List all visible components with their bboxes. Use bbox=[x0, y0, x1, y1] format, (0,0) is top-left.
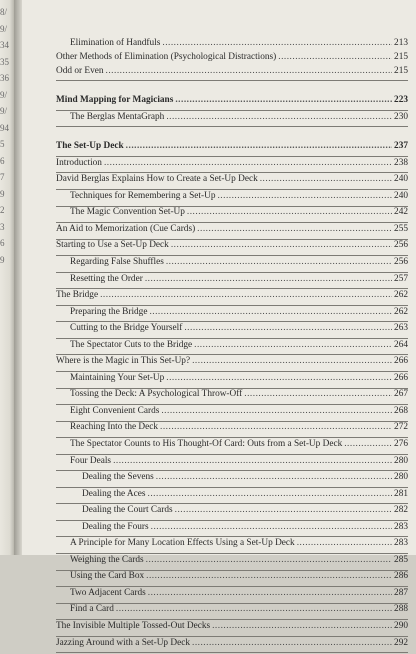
dot-leader bbox=[146, 555, 392, 565]
row-divider bbox=[56, 126, 408, 127]
toc-entry-title: The Magic Convention Set-Up bbox=[70, 207, 185, 218]
toc-entry-title: Where is the Magic in This Set-Up? bbox=[56, 356, 191, 367]
toc-page-number: 237 bbox=[394, 141, 408, 152]
toc-entry bbox=[56, 522, 408, 536]
toc-entry bbox=[56, 158, 408, 172]
toc-entry bbox=[56, 191, 408, 205]
toc-entry-title: Techniques for Remembering a Set-Up bbox=[70, 190, 216, 201]
dot-leader bbox=[192, 638, 392, 648]
row-divider bbox=[56, 305, 408, 306]
facing-page-number: 2 bbox=[0, 205, 5, 215]
facing-page-number: 8/ bbox=[0, 7, 8, 17]
dot-leader bbox=[161, 406, 392, 416]
toc-entry bbox=[56, 538, 408, 552]
toc-entry bbox=[56, 323, 408, 337]
facing-page-number: 34 bbox=[0, 40, 9, 50]
toc-entry-title: Regarding False Shuffles bbox=[70, 256, 164, 267]
row-divider bbox=[56, 487, 408, 488]
row-divider bbox=[56, 553, 408, 554]
toc-page-number: 263 bbox=[394, 323, 408, 334]
toc-page-number: 238 bbox=[394, 157, 408, 168]
toc-entry bbox=[56, 604, 408, 618]
toc-entry-title: Elimination of Handfuls bbox=[70, 38, 161, 48]
toc-page-number: 242 bbox=[394, 207, 408, 218]
toc-entry-title: Find a Card bbox=[70, 604, 114, 615]
toc-entry-title: Dealing the Sevens bbox=[82, 472, 154, 483]
toc-page-number: 256 bbox=[394, 256, 408, 267]
dot-leader bbox=[344, 439, 392, 449]
toc-entry-title: The Bridge bbox=[56, 290, 99, 301]
facing-page-number: 9 bbox=[0, 254, 5, 265]
contents-page bbox=[22, 0, 416, 648]
table-of-contents bbox=[56, 38, 408, 654]
toc-entry-title: The Spectator Counts to His Thought-Of Card: Outs from a Set-Up Deck bbox=[70, 438, 343, 449]
toc-entry bbox=[56, 439, 408, 453]
toc-page-number: 264 bbox=[394, 339, 408, 350]
toc-entry-title: Eight Convenient Cards bbox=[70, 405, 160, 416]
row-divider bbox=[56, 652, 408, 653]
toc-entry-title: An Aid to Memorization (Cue Cards) bbox=[56, 223, 196, 234]
dot-leader bbox=[187, 207, 392, 217]
toc-page-number: 290 bbox=[394, 621, 408, 631]
row-divider bbox=[56, 503, 408, 504]
toc-entry bbox=[56, 389, 408, 403]
toc-entry bbox=[56, 257, 408, 271]
row-divider bbox=[56, 272, 408, 273]
dot-leader bbox=[113, 456, 392, 466]
dot-leader bbox=[244, 389, 392, 399]
toc-page-number: 223 bbox=[394, 95, 408, 106]
toc-page-number: 272 bbox=[394, 422, 408, 433]
toc-entry-title: Jazzing Around with a Set-Up Deck bbox=[56, 637, 190, 648]
toc-page-number: 255 bbox=[394, 223, 408, 234]
toc-page-number: 285 bbox=[394, 554, 408, 565]
dot-leader bbox=[166, 257, 392, 267]
row-divider bbox=[56, 189, 408, 190]
book-gutter bbox=[14, 0, 22, 555]
toc-page-number: 266 bbox=[394, 356, 408, 367]
row-divider bbox=[56, 239, 408, 240]
toc-page-number: 292 bbox=[394, 637, 408, 648]
dot-leader bbox=[148, 588, 392, 598]
toc-entry bbox=[56, 207, 408, 221]
toc-entry bbox=[56, 224, 408, 238]
toc-entry bbox=[56, 638, 408, 652]
facing-page-numbers bbox=[0, 4, 14, 268]
dot-leader bbox=[160, 422, 392, 432]
dot-leader bbox=[156, 472, 392, 482]
toc-entry-title: Dealing the Fours bbox=[82, 521, 149, 532]
row-divider bbox=[56, 371, 408, 372]
facing-page-number: 7 bbox=[0, 172, 5, 182]
facing-page-number: 9/ bbox=[0, 89, 8, 100]
toc-entry bbox=[56, 456, 408, 470]
facing-page-number: 35 bbox=[0, 56, 9, 67]
toc-page-number: 267 bbox=[394, 389, 408, 400]
toc-page-number: 213 bbox=[394, 38, 408, 48]
row-divider bbox=[56, 156, 408, 157]
dot-leader bbox=[106, 66, 393, 76]
dot-leader bbox=[192, 356, 392, 366]
dot-leader bbox=[116, 604, 392, 614]
toc-entry bbox=[56, 174, 408, 188]
toc-entry bbox=[56, 571, 408, 585]
toc-entry-title: Four Deals bbox=[70, 455, 112, 466]
dot-leader bbox=[217, 191, 392, 201]
row-divider bbox=[56, 437, 408, 438]
dot-leader bbox=[146, 571, 392, 581]
dot-leader bbox=[175, 95, 392, 105]
toc-entry-title: Dealing the Court Cards bbox=[82, 505, 173, 516]
dot-leader bbox=[260, 174, 392, 184]
dot-leader bbox=[278, 52, 392, 62]
toc-entry-title: Cutting to the Bridge Yourself bbox=[70, 323, 183, 334]
toc-entry-title: The Set-Up Deck bbox=[56, 141, 124, 152]
dot-leader bbox=[148, 489, 393, 499]
toc-entry bbox=[56, 112, 408, 126]
dot-leader bbox=[149, 307, 392, 317]
row-divider bbox=[56, 354, 408, 355]
toc-entry bbox=[56, 66, 408, 80]
facing-page-number: 94 bbox=[0, 122, 9, 133]
toc-page-number: 215 bbox=[394, 51, 408, 62]
dot-leader bbox=[212, 621, 392, 631]
toc-entry bbox=[56, 406, 408, 420]
dot-leader bbox=[297, 538, 392, 548]
facing-page-number: 36 bbox=[0, 73, 9, 83]
toc-page-number: 276 bbox=[394, 438, 408, 449]
dot-leader bbox=[151, 522, 392, 532]
toc-entry-title: Resetting the Order bbox=[70, 273, 143, 284]
row-divider bbox=[56, 454, 408, 455]
dot-leader bbox=[194, 340, 392, 350]
toc-entry-title: Mind Mapping for Magicians bbox=[56, 95, 174, 106]
facing-page-number: 3 bbox=[0, 221, 5, 232]
toc-entry bbox=[56, 340, 408, 354]
toc-entry bbox=[56, 588, 408, 602]
toc-page-number: 283 bbox=[394, 521, 408, 532]
toc-entry bbox=[56, 141, 408, 155]
facing-page-edge bbox=[0, 0, 14, 555]
toc-page-number: 262 bbox=[394, 290, 408, 301]
section-gap bbox=[56, 128, 408, 141]
facing-page-number: 5 bbox=[0, 139, 5, 149]
toc-entry-title: Maintaining Your Set-Up bbox=[70, 372, 165, 383]
toc-entry-title: Two Adjacent Cards bbox=[70, 587, 146, 598]
facing-page-number: 9 bbox=[0, 188, 5, 199]
dot-leader bbox=[197, 224, 392, 234]
toc-entry bbox=[56, 240, 408, 254]
toc-entry-title: The Invisible Multiple Tossed-Out Decks bbox=[56, 621, 211, 631]
toc-entry-title: Using the Card Box bbox=[70, 571, 145, 582]
row-divider bbox=[56, 421, 408, 422]
toc-entry bbox=[56, 356, 408, 370]
toc-entry-title: Preparing the Bridge bbox=[70, 306, 148, 317]
toc-page-number: 256 bbox=[394, 240, 408, 251]
toc-entry-title: Introduction bbox=[56, 157, 102, 168]
toc-page-number: 266 bbox=[394, 372, 408, 383]
row-divider bbox=[56, 338, 408, 339]
toc-page-number: 288 bbox=[394, 604, 408, 615]
toc-page-number: 230 bbox=[394, 111, 408, 122]
row-divider bbox=[56, 520, 408, 521]
toc-entry bbox=[56, 307, 408, 321]
row-divider bbox=[56, 570, 408, 571]
toc-entry-title: Starting to Use a Set-Up Deck bbox=[56, 240, 169, 251]
dot-leader bbox=[184, 323, 392, 333]
row-divider bbox=[56, 255, 408, 256]
toc-entry bbox=[56, 95, 408, 109]
toc-page-number: 287 bbox=[394, 587, 408, 598]
toc-entry-title: Other Methods of Elimination (Psychological Distractions) bbox=[56, 51, 277, 62]
toc-entry bbox=[56, 38, 408, 52]
toc-entry bbox=[56, 472, 408, 486]
toc-page-number: 280 bbox=[394, 455, 408, 466]
dot-leader bbox=[166, 112, 392, 122]
row-divider bbox=[56, 470, 408, 471]
toc-entry bbox=[56, 373, 408, 387]
dot-leader bbox=[171, 240, 392, 250]
row-divider bbox=[56, 619, 408, 620]
facing-page-number: 9/ bbox=[0, 106, 8, 116]
toc-page-number: 280 bbox=[394, 472, 408, 483]
toc-page-number: 240 bbox=[394, 174, 408, 185]
toc-page-number: 281 bbox=[394, 488, 408, 499]
row-divider bbox=[56, 603, 408, 604]
row-divider bbox=[56, 586, 408, 587]
facing-page-number: 6 bbox=[0, 155, 5, 166]
toc-entry bbox=[56, 555, 408, 569]
toc-entry bbox=[56, 274, 408, 288]
toc-page-number: 282 bbox=[394, 505, 408, 516]
facing-page-number: 6 bbox=[0, 238, 5, 248]
toc-entry-title: The Spectator Cuts to the Bridge bbox=[70, 339, 193, 350]
toc-page-number: 268 bbox=[394, 405, 408, 416]
toc-entry bbox=[56, 290, 408, 304]
toc-page-number: 215 bbox=[394, 65, 408, 76]
row-divider bbox=[56, 110, 408, 111]
toc-page-number: 257 bbox=[394, 273, 408, 284]
row-divider bbox=[56, 404, 408, 405]
toc-entry-title: Odd or Even bbox=[56, 65, 104, 76]
dot-leader bbox=[145, 274, 392, 284]
toc-entry bbox=[56, 489, 408, 503]
toc-entry bbox=[56, 422, 408, 436]
toc-entry bbox=[56, 621, 408, 635]
toc-entry-title: A Principle for Many Location Effects Using a Set-Up Deck bbox=[70, 538, 295, 549]
toc-entry bbox=[56, 505, 408, 519]
row-divider bbox=[56, 172, 408, 173]
toc-entry-title: Reaching Into the Deck bbox=[70, 422, 159, 433]
row-divider bbox=[56, 222, 408, 223]
toc-page-number: 262 bbox=[394, 306, 408, 317]
toc-page-number: 240 bbox=[394, 190, 408, 201]
toc-entry-title: Weighing the Cards bbox=[70, 554, 144, 565]
toc-page-number: 286 bbox=[394, 571, 408, 582]
dot-leader bbox=[126, 141, 392, 151]
dot-leader bbox=[166, 373, 392, 383]
row-divider bbox=[56, 206, 408, 207]
row-divider bbox=[56, 80, 408, 81]
toc-entry-title: Dealing the Aces bbox=[82, 488, 146, 499]
toc-entry-title: The Berglas MentaGraph bbox=[70, 111, 165, 122]
dot-leader bbox=[100, 290, 392, 300]
toc-entry bbox=[56, 52, 408, 66]
toc-entry-title: Tossing the Deck: A Psychological Throw-Off bbox=[70, 389, 243, 400]
dot-leader bbox=[104, 158, 392, 168]
row-divider bbox=[56, 636, 408, 637]
toc-page-number: 283 bbox=[394, 538, 408, 549]
row-divider bbox=[56, 288, 408, 289]
dot-leader bbox=[162, 38, 392, 48]
dot-leader bbox=[175, 505, 392, 515]
toc-entry-title: David Berglas Explains How to Create a Set-Up Deck bbox=[56, 174, 258, 185]
section-gap bbox=[56, 82, 408, 95]
facing-page-number: 9/ bbox=[0, 23, 8, 34]
